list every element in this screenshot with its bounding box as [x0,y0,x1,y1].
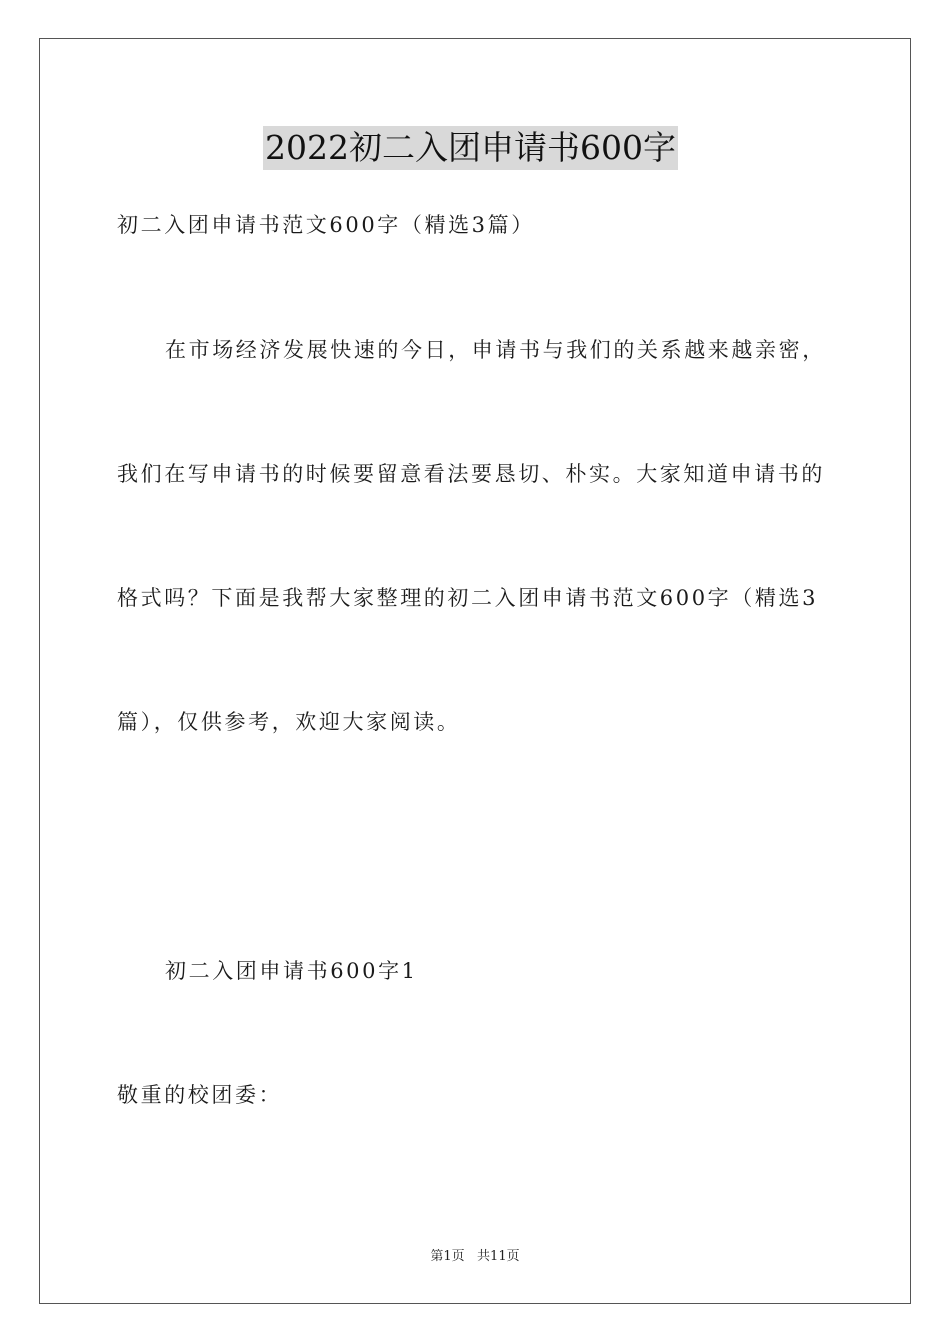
section-heading: 初二入团申请书600字1 [165,959,418,983]
intro-line-4: 篇），仅供参考，欢迎大家阅读。 [117,710,461,734]
page-footer: 第1页 共11页 [430,1249,520,1264]
intro-line-2: 我们在写申请书的时候要留意看法要恳切、朴实。大家知道申请书的 [117,462,825,486]
salutation: 敬重的校团委： [117,1083,283,1107]
intro-line-3: 格式吗？下面是我帮大家整理的初二入团申请书范文600字（精选3 [117,586,819,610]
document-subtitle: 初二入团申请书范文600字（精选3篇） [117,213,535,237]
intro-line-1: 在市场经济发展快速的今日，申请书与我们的关系越来越亲密， [165,338,826,362]
document-title: 2022初二入团申请书600字 [263,126,678,170]
